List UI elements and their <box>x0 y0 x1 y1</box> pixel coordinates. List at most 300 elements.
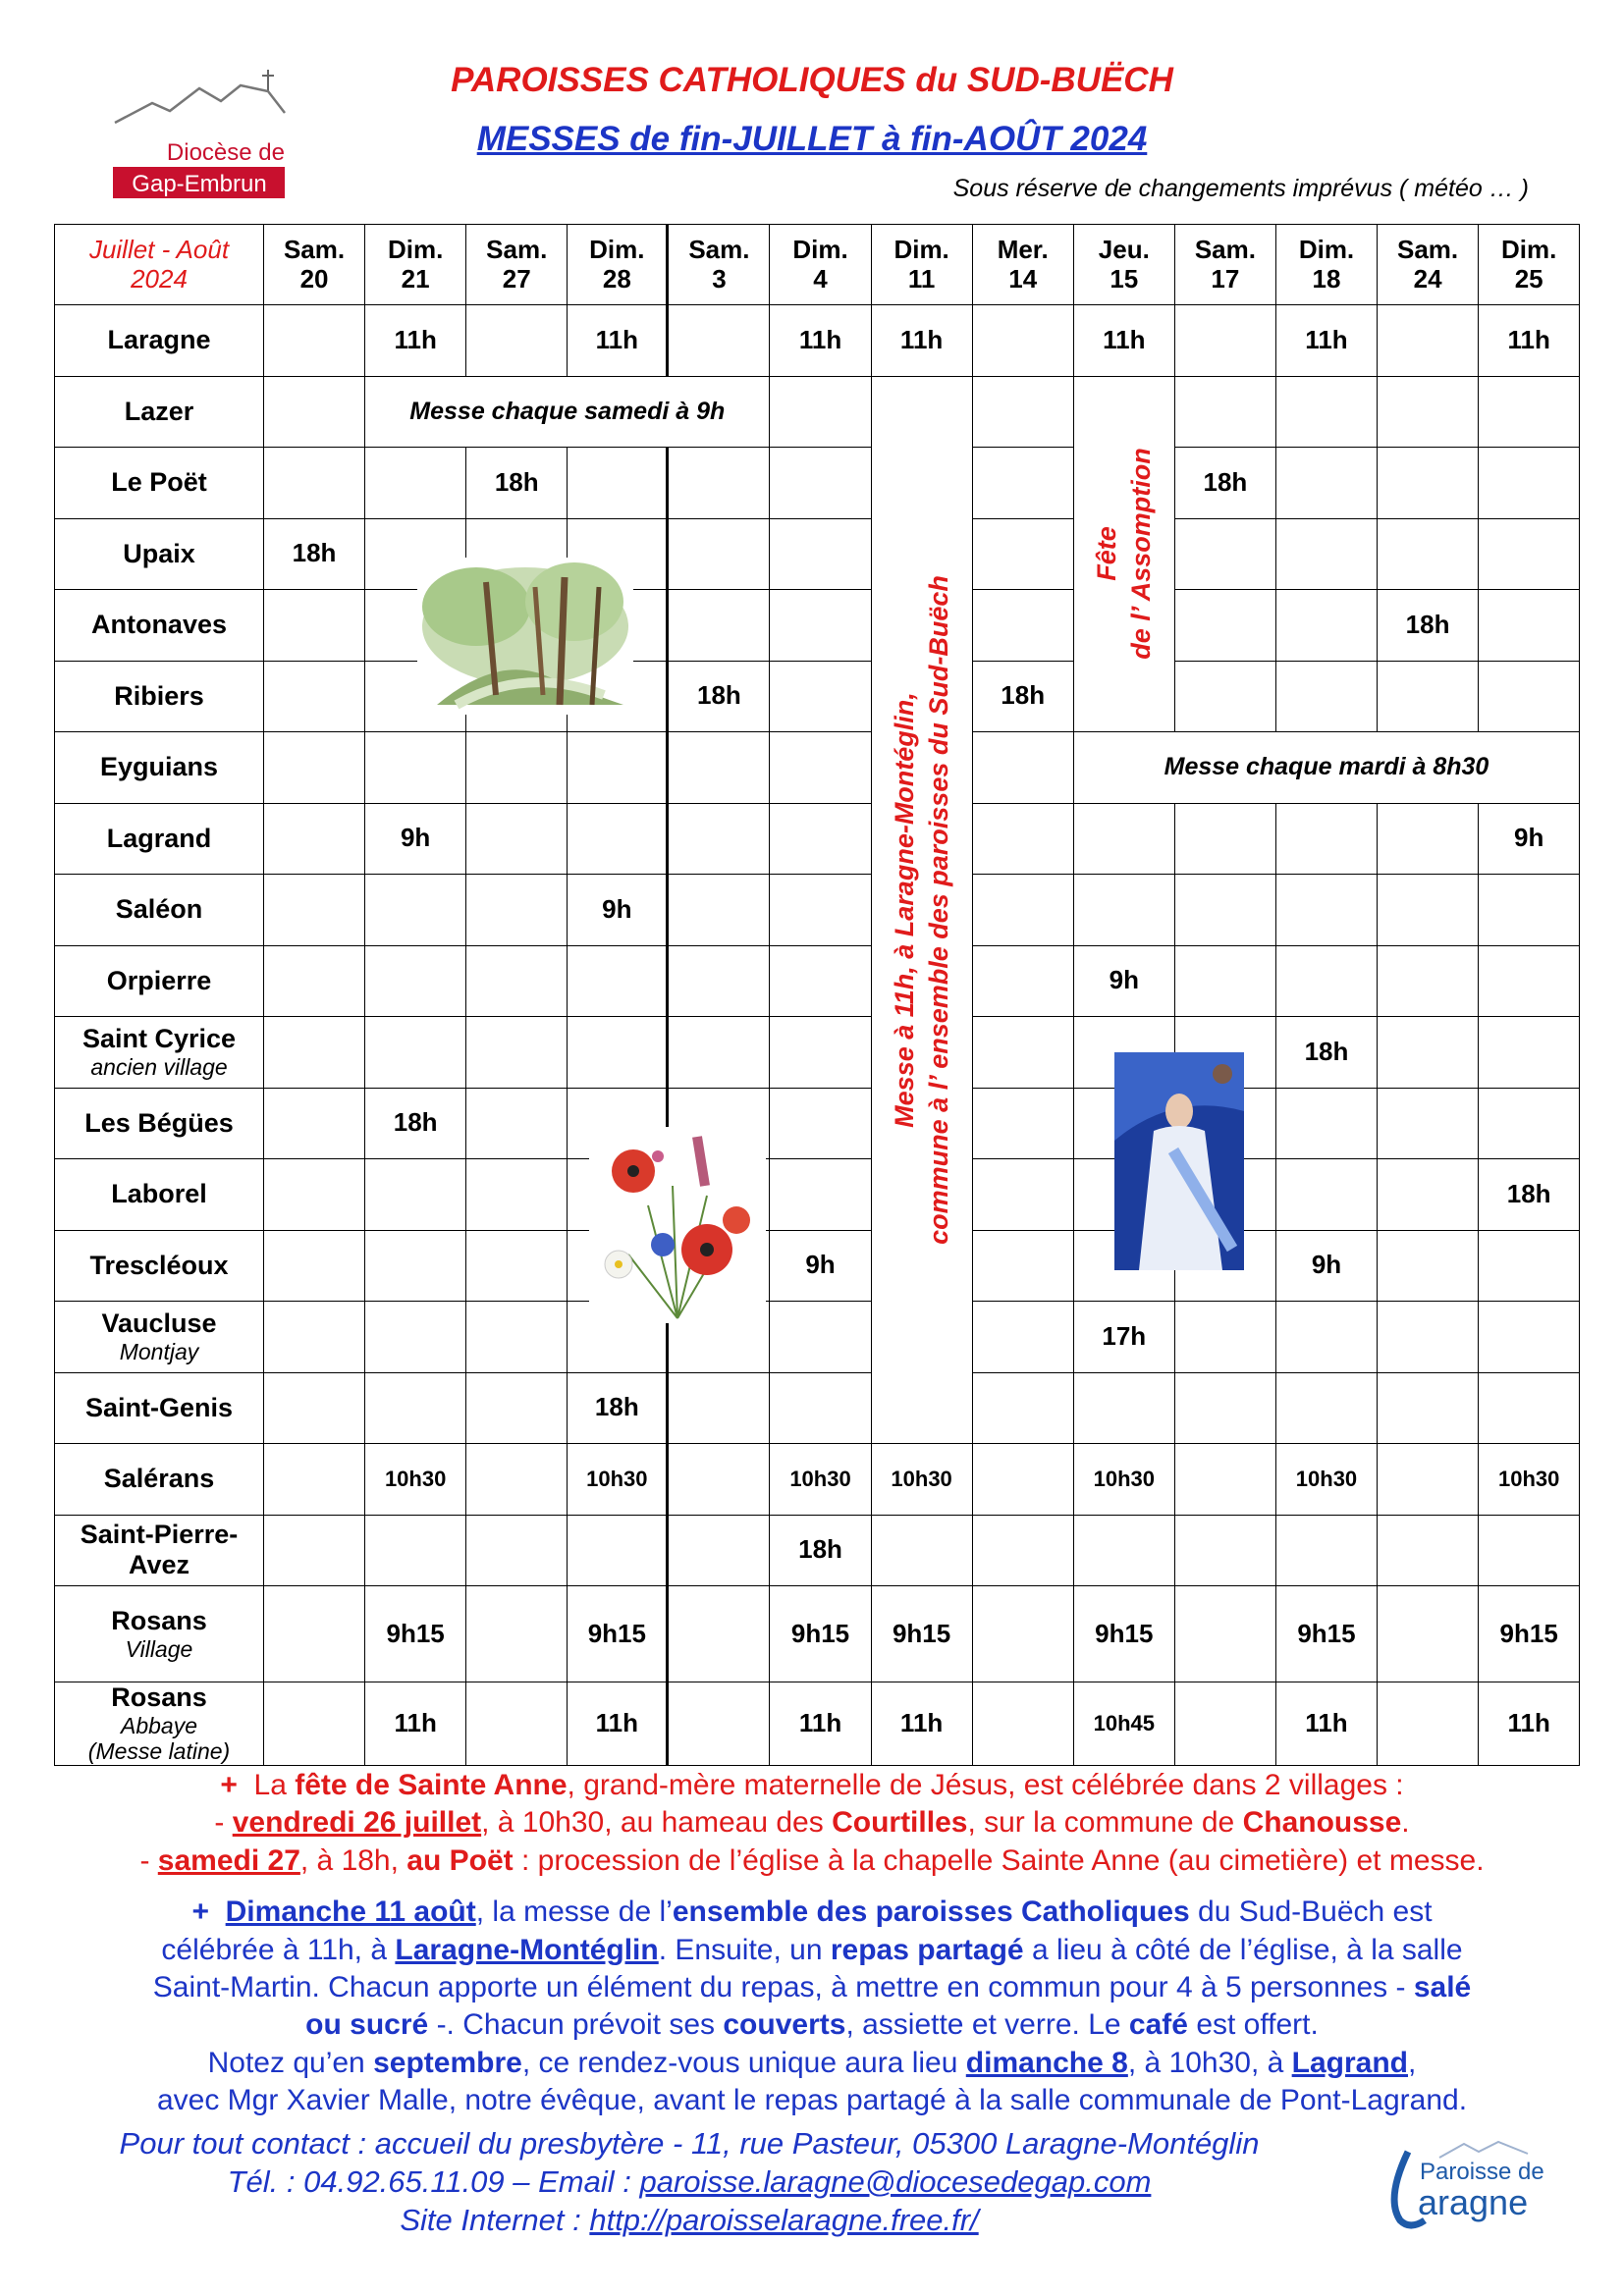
paroisse-laragne-logo <box>1380 2140 1562 2233</box>
empty-cell <box>264 590 365 662</box>
empty-cell <box>264 448 365 519</box>
empty-cell <box>669 732 770 804</box>
location-name <box>54 1516 264 1587</box>
empty-cell <box>973 804 1074 876</box>
column-header <box>365 224 466 305</box>
note-text: , à 18h, <box>299 1843 399 1877</box>
mass-time: 10h30 <box>1276 1444 1378 1516</box>
contact-block <box>0 2124 1379 2239</box>
note-text: . Ensuite, un <box>658 1933 823 1966</box>
mass-time: 9h15 <box>770 1586 871 1682</box>
empty-cell <box>973 1017 1074 1089</box>
mass-schedule-table <box>54 224 1580 1765</box>
note-emphasis: Dimanche 11 août <box>225 1896 476 1929</box>
note-text: , à 10h30, à <box>1127 2046 1284 2079</box>
empty-cell <box>1074 875 1175 946</box>
empty-cell <box>770 519 871 591</box>
corner-month: Juillet - Août <box>88 234 230 264</box>
empty-cell <box>466 1682 568 1766</box>
note-emphasis: salé <box>1413 1970 1472 2003</box>
mass-time: 11h <box>872 305 973 377</box>
empty-cell <box>264 1682 365 1766</box>
mass-time: 10h30 <box>872 1444 973 1516</box>
location-name <box>54 662 264 733</box>
empty-cell <box>1378 1017 1479 1089</box>
note-text: , <box>1408 2046 1417 2079</box>
note-text: : procession de l’église à la chapelle Sainte Anne (au cimetière) et messe. <box>521 1843 1485 1877</box>
empty-cell <box>770 875 871 946</box>
page-title: PAROISSES CATHOLIQUES du SUD-BUËCH <box>451 61 1173 99</box>
mass-time: 11h <box>770 305 871 377</box>
empty-cell <box>770 946 871 1018</box>
column-header <box>1074 224 1175 305</box>
empty-cell <box>1175 1302 1276 1373</box>
empty-cell <box>1276 1373 1378 1445</box>
empty-cell <box>568 1516 669 1587</box>
empty-cell <box>1378 1373 1479 1445</box>
empty-cell <box>973 1302 1074 1373</box>
empty-cell <box>264 1159 365 1231</box>
location-name <box>54 305 264 377</box>
empty-cell <box>1175 377 1276 449</box>
mass-time: 18h <box>1276 1017 1378 1089</box>
empty-cell <box>770 662 871 733</box>
column-day: Sam. <box>486 234 548 264</box>
location-label: Saléon <box>115 894 203 925</box>
mass-time: 10h30 <box>1074 1444 1175 1516</box>
empty-cell <box>669 946 770 1018</box>
empty-cell <box>1175 1682 1276 1766</box>
logo-laragne-text: aragne <box>1418 2182 1529 2222</box>
mass-time: 11h <box>770 1682 871 1766</box>
empty-cell <box>770 1373 871 1445</box>
empty-cell <box>365 1159 466 1231</box>
location-name <box>54 875 264 946</box>
location-name <box>54 1302 264 1373</box>
empty-cell <box>1479 1516 1580 1587</box>
empty-cell <box>770 732 871 804</box>
note-text: a lieu à côté de l’église, à la salle <box>1031 1933 1463 1966</box>
location-name <box>54 1586 264 1682</box>
column-header <box>1479 224 1580 305</box>
empty-cell <box>973 448 1074 519</box>
note-text: Saint-Martin. Chacun apporte un élément du repas, à mettre en commun pour 4 à 5 personnes - <box>152 1970 1406 2003</box>
empty-cell <box>1074 1516 1175 1587</box>
empty-cell <box>770 1159 871 1231</box>
empty-cell <box>264 946 365 1018</box>
mass-time: 18h <box>770 1516 871 1587</box>
empty-cell <box>1378 1231 1479 1303</box>
empty-cell <box>1175 875 1276 946</box>
empty-cell <box>1479 1302 1580 1373</box>
empty-cell <box>973 1159 1074 1231</box>
empty-cell <box>264 1373 365 1445</box>
column-date: 3 <box>712 263 727 294</box>
empty-cell <box>1479 519 1580 591</box>
vertical-line: de l’ Assomption <box>1125 448 1156 661</box>
column-header <box>770 224 871 305</box>
column-day: Dim. <box>387 234 444 264</box>
mass-time: 11h <box>1074 305 1175 377</box>
location-label: Saint Cyrice <box>81 1024 237 1053</box>
note-emphasis: Chanousse <box>1242 1806 1402 1840</box>
mass-time: 10h30 <box>1479 1444 1580 1516</box>
empty-cell <box>365 448 466 519</box>
empty-cell <box>1479 1089 1580 1160</box>
empty-cell <box>1175 305 1276 377</box>
note-emphasis: au Poët <box>406 1843 514 1877</box>
location-name <box>54 732 264 804</box>
note-emphasis: vendredi 26 juillet <box>232 1806 482 1840</box>
note-text: est offert. <box>1196 2008 1319 2042</box>
note-vendredi <box>39 1804 1585 1842</box>
empty-cell <box>669 1373 770 1445</box>
column-day: Sam. <box>1397 234 1459 264</box>
mass-time: 11h <box>365 305 466 377</box>
column-day: Dim. <box>792 234 848 264</box>
location-label: Rosans <box>111 1682 207 1712</box>
mass-time: 9h15 <box>568 1586 669 1682</box>
empty-cell <box>365 875 466 946</box>
mass-time: 9h <box>770 1231 871 1303</box>
empty-cell <box>264 1302 365 1373</box>
note-dash: - <box>214 1806 225 1840</box>
mass-time: 9h15 <box>365 1586 466 1682</box>
location-name <box>54 1017 264 1089</box>
empty-cell <box>264 377 365 449</box>
empty-cell <box>568 448 669 519</box>
note-line: avec Mgr Xavier Malle, notre évêque, avant le repas partagé à la salle communale de Pont-Lagrand. <box>156 2084 1468 2117</box>
empty-cell <box>1378 1302 1479 1373</box>
empty-cell <box>973 1516 1074 1587</box>
note-line <box>39 1969 1585 2006</box>
location-name <box>54 519 264 591</box>
empty-cell <box>264 1231 365 1303</box>
mass-time: 11h <box>365 1682 466 1766</box>
note-text: La <box>253 1769 287 1801</box>
location-name <box>54 1682 264 1766</box>
plus-mark: + <box>191 1896 209 1929</box>
dim11-common-mass-note <box>872 377 973 1445</box>
empty-cell <box>466 804 568 876</box>
empty-cell <box>466 1159 568 1231</box>
empty-cell <box>1276 448 1378 519</box>
mass-time: 9h <box>1479 804 1580 876</box>
location-label: Vaucluse <box>101 1308 217 1338</box>
empty-cell <box>973 1444 1074 1516</box>
column-date: 27 <box>502 263 531 294</box>
mass-time: 18h <box>568 1373 669 1445</box>
corner-year: 2024 <box>131 263 188 294</box>
empty-cell <box>973 305 1074 377</box>
mass-time: 18h <box>264 519 365 591</box>
empty-cell <box>264 1586 365 1682</box>
note-emphasis: Lagrand <box>1291 2046 1409 2079</box>
empty-cell <box>770 1017 871 1089</box>
mass-time: 9h <box>1276 1231 1378 1303</box>
location-label: Le Poët <box>111 467 207 498</box>
location-label: Laragne <box>107 325 211 355</box>
empty-cell <box>973 1089 1074 1160</box>
column-date: 11 <box>907 263 936 294</box>
note-septembre <box>39 2045 1585 2082</box>
flower-bouquet-painting <box>589 1127 766 1323</box>
empty-cell <box>1479 946 1580 1018</box>
page-subtitle: MESSES de fin-JUILLET à fin-AOÛT 2024 <box>476 120 1148 158</box>
location-name <box>54 804 264 876</box>
note-line <box>39 1932 1585 1969</box>
mass-time: 18h <box>365 1089 466 1160</box>
note-emphasis: samedi 27 <box>157 1843 300 1877</box>
empty-cell <box>264 1444 365 1516</box>
column-date: 20 <box>299 263 329 294</box>
empty-cell <box>973 519 1074 591</box>
location-sub: Village <box>125 1635 193 1662</box>
column-date: 28 <box>602 263 631 294</box>
column-header <box>264 224 365 305</box>
empty-cell <box>973 1682 1074 1766</box>
empty-cell <box>770 590 871 662</box>
mass-time: 9h15 <box>1276 1586 1378 1682</box>
note-samedi <box>39 1842 1585 1880</box>
column-day: Sam. <box>283 234 346 264</box>
empty-cell <box>568 732 669 804</box>
empty-cell <box>1378 1089 1479 1160</box>
location-label: Antonaves <box>90 610 228 640</box>
mass-time: 11h <box>1479 305 1580 377</box>
location-label: Saint-Genis <box>84 1392 234 1422</box>
note-emphasis: ou sucré <box>305 2008 429 2042</box>
empty-cell <box>973 1373 1074 1445</box>
location-label: Laborel <box>111 1179 207 1209</box>
empty-cell <box>973 590 1074 662</box>
logo-gap-text: Gap-Embrun <box>132 171 267 197</box>
location-label: Salérans <box>103 1464 215 1494</box>
note-dimanche-11 <box>39 1894 1585 1931</box>
assumption-painting <box>1114 1052 1244 1270</box>
mass-time: 18h <box>1378 590 1479 662</box>
empty-cell <box>669 1682 770 1766</box>
empty-cell <box>1378 377 1479 449</box>
vertical-line: commune à l’ ensemble des paroisses du Sud-Buëch <box>923 574 953 1245</box>
empty-cell <box>1175 519 1276 591</box>
column-date: 17 <box>1211 263 1240 294</box>
empty-cell <box>1378 1682 1479 1766</box>
empty-cell <box>770 448 871 519</box>
empty-cell <box>1074 804 1175 876</box>
empty-cell <box>466 875 568 946</box>
empty-cell <box>264 804 365 876</box>
column-header <box>568 224 669 305</box>
mass-time: 18h <box>1175 448 1276 519</box>
empty-cell <box>1175 1516 1276 1587</box>
note-emphasis: Laragne-Montéglin <box>395 1933 659 1966</box>
mass-time: 18h <box>466 448 568 519</box>
mass-time: 11h <box>568 1682 669 1766</box>
mass-time: 10h30 <box>365 1444 466 1516</box>
empty-cell <box>264 1017 365 1089</box>
column-header <box>1276 224 1378 305</box>
column-day: Sam. <box>1194 234 1256 264</box>
empty-cell <box>1276 946 1378 1018</box>
plus-mark: + <box>220 1769 238 1801</box>
empty-cell <box>1378 662 1479 733</box>
logo-diocese-text: Diocèse de <box>166 139 285 166</box>
empty-cell <box>1378 305 1479 377</box>
empty-cell <box>1378 519 1479 591</box>
empty-cell <box>1479 448 1580 519</box>
email-link[interactable]: paroisse.laragne@diocesedegap.com <box>639 2164 1152 2200</box>
mass-time: 9h15 <box>1074 1586 1175 1682</box>
empty-cell <box>466 1444 568 1516</box>
mass-time: 9h15 <box>872 1586 973 1682</box>
empty-cell <box>973 1231 1074 1303</box>
mass-time: 11h <box>568 305 669 377</box>
column-day: Dim. <box>1501 234 1557 264</box>
empty-cell <box>669 1017 770 1089</box>
empty-cell <box>466 1302 568 1373</box>
empty-cell <box>1074 1373 1175 1445</box>
location-sub: ancien village <box>90 1054 228 1081</box>
note-text: célébrée à 11h, à <box>161 1933 388 1966</box>
location-sub: Montjay <box>119 1339 199 1365</box>
location-label: Ribiers <box>114 680 204 711</box>
empty-cell <box>770 377 871 449</box>
note-emphasis: fête de Sainte Anne <box>295 1769 568 1801</box>
column-header <box>872 224 973 305</box>
eyguians-weekly-note: Messe chaque mardi à 8h30 <box>1074 732 1580 804</box>
location-name <box>54 377 264 449</box>
note-emphasis: repas partagé <box>830 1933 1024 1966</box>
location-name <box>54 1444 264 1516</box>
note-emphasis: Courtilles <box>832 1806 968 1840</box>
note-text: -. Chacun prévoit ses <box>436 2008 716 2042</box>
svg-text:Gap-Embrun <box>132 171 266 197</box>
logo-paroisse-text: Paroisse de <box>1420 2159 1544 2185</box>
mass-time: 11h <box>1479 1682 1580 1766</box>
column-header <box>1175 224 1276 305</box>
empty-cell <box>365 1516 466 1587</box>
location-label: Orpierre <box>106 965 212 995</box>
empty-cell <box>669 590 770 662</box>
empty-cell <box>365 946 466 1018</box>
empty-cell <box>669 804 770 876</box>
empty-cell <box>466 732 568 804</box>
empty-cell <box>669 1586 770 1682</box>
empty-cell <box>1175 1373 1276 1445</box>
mass-time: 11h <box>1276 1682 1378 1766</box>
empty-cell <box>1175 662 1276 733</box>
empty-cell <box>1479 875 1580 946</box>
empty-cell <box>1479 1373 1580 1445</box>
empty-cell <box>1479 1231 1580 1303</box>
empty-cell <box>1276 590 1378 662</box>
empty-cell <box>264 732 365 804</box>
empty-cell <box>1378 875 1479 946</box>
empty-cell <box>466 1586 568 1682</box>
reserve-note: Sous réserve de changements imprévus ( météo … ) <box>952 175 1529 202</box>
note-sainte-anne <box>39 1767 1585 1804</box>
mass-time: 10h30 <box>770 1444 871 1516</box>
empty-cell <box>466 305 568 377</box>
empty-cell <box>1276 1159 1378 1231</box>
location-label: Eyguians <box>99 752 219 782</box>
empty-cell <box>973 875 1074 946</box>
contact-phone: Tél. : 04.92.65.11.09 – Email : <box>227 2164 631 2200</box>
contact-website <box>0 2201 1379 2239</box>
empty-cell <box>365 1373 466 1445</box>
empty-cell <box>669 519 770 591</box>
note-text: , à 10h30, au hameau des <box>481 1806 824 1840</box>
empty-cell <box>1378 1516 1479 1587</box>
empty-cell <box>466 1017 568 1089</box>
empty-cell <box>1175 804 1276 876</box>
contact-site-label: Site Internet : <box>400 2203 581 2238</box>
location-name <box>54 1089 264 1160</box>
mass-time: 9h <box>568 875 669 946</box>
empty-cell <box>365 1231 466 1303</box>
empty-cell <box>1378 946 1479 1018</box>
empty-cell <box>770 1089 871 1160</box>
note-text: , sur la commune de <box>967 1806 1235 1840</box>
empty-cell <box>264 875 365 946</box>
note-text: , grand-mère maternelle de Jésus, est célébrée dans 2 villages : <box>567 1769 1404 1801</box>
empty-cell <box>1378 1444 1479 1516</box>
location-label: Rosans <box>111 1605 207 1635</box>
empty-cell <box>1378 1586 1479 1682</box>
column-header <box>1378 224 1479 305</box>
column-date: 15 <box>1110 263 1139 294</box>
column-date: 18 <box>1312 263 1341 294</box>
column-day: Sam. <box>688 234 750 264</box>
note-text: du Sud-Buëch est <box>1198 1896 1433 1929</box>
location-label: Saint-Pierre-Avez <box>80 1520 239 1580</box>
mass-time: 9h15 <box>1479 1586 1580 1682</box>
contact-phone-email <box>0 2163 1379 2201</box>
column-header <box>973 224 1074 305</box>
website-link[interactable]: http://paroisselaragne.free.fr/ <box>589 2203 979 2238</box>
note-text: . <box>1401 1806 1410 1840</box>
location-label: Lazer <box>124 396 194 426</box>
vertical-line: Messe à 11h, à Laragne-Montéglin, <box>889 691 919 1128</box>
mass-time: 18h <box>973 662 1074 733</box>
mass-time: 10h30 <box>568 1444 669 1516</box>
svg-text:aragne <box>1418 2182 1528 2222</box>
note-text: , la messe de l’ <box>475 1896 673 1929</box>
mass-time: 17h <box>1074 1302 1175 1373</box>
empty-cell <box>973 946 1074 1018</box>
empty-cell <box>1378 804 1479 876</box>
empty-cell <box>365 1017 466 1089</box>
note-text: , ce rendez-vous unique aura lieu <box>521 2046 958 2079</box>
column-day: Dim. <box>893 234 949 264</box>
table-corner-label <box>54 224 264 305</box>
empty-cell <box>1276 662 1378 733</box>
empty-cell <box>264 305 365 377</box>
mass-time: 18h <box>1479 1159 1580 1231</box>
empty-cell <box>466 1516 568 1587</box>
column-date: 24 <box>1413 263 1442 294</box>
svg-text:Paroisse de <box>1420 2159 1544 2185</box>
empty-cell <box>466 946 568 1018</box>
empty-cell <box>973 732 1074 804</box>
empty-cell <box>264 1516 365 1587</box>
location-sub: (Messe latine) <box>87 1738 231 1765</box>
notes-section <box>39 1767 1585 2120</box>
empty-cell <box>466 1089 568 1160</box>
empty-cell <box>1276 1089 1378 1160</box>
forest-painting <box>417 558 633 715</box>
